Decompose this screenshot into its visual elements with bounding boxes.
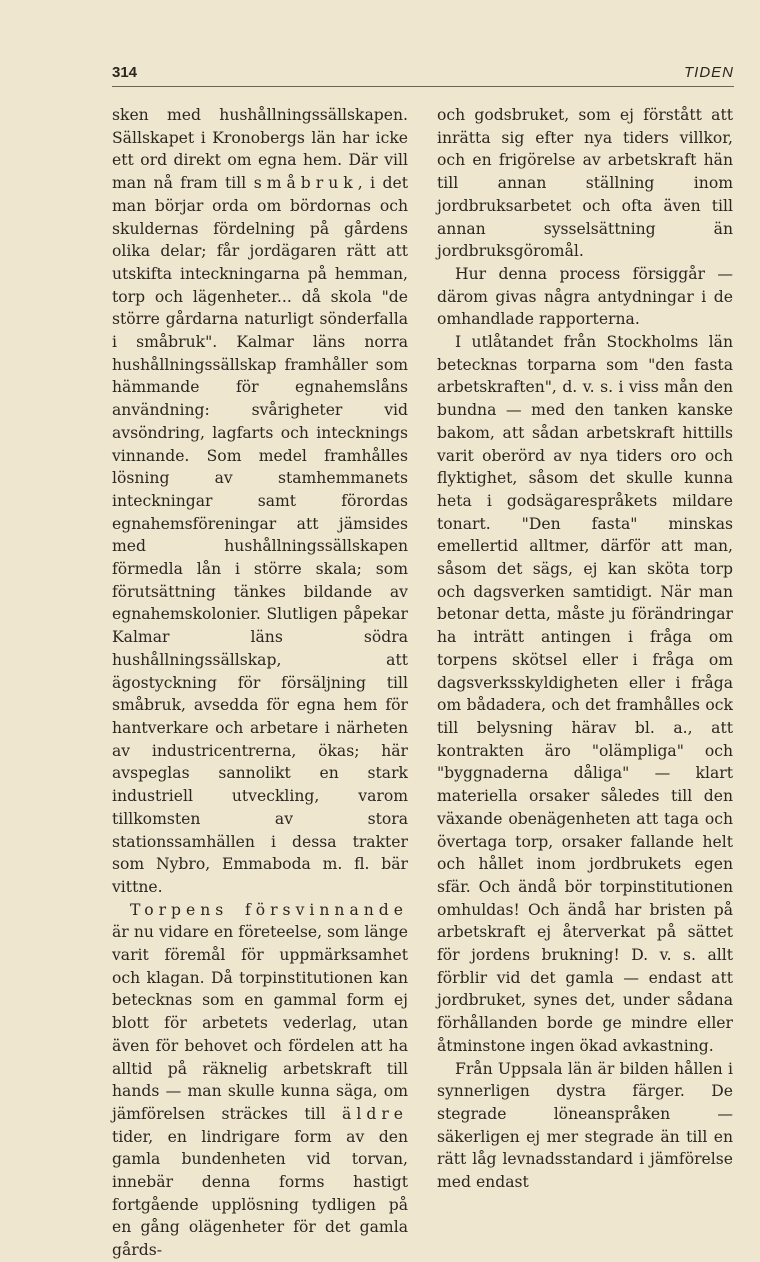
paragraph: och godsbruket, som ej förstått att inrätta sig efter nya tiders villkor, och en frigörelse av arbetskraft hän till annan ställning inom jordbruksarbetet och ofta även till annan sysselsättning än jordbruksgöromål. [437,106,733,261]
spaced-word: äldre [342,1104,408,1123]
paragraph: Från Uppsala län är bilden hållen i synnerligen dystra färger. De stegrade löneanspråken — säkerligen ej mer stegrade än till en rätt låg levnadsstandard i jämförelse med endast [437,1059,733,1192]
text-run: sken med hushållningssällskapen. Sällskapet i Kronobergs län har icke ett ord direkt om egna hem. Där vill man nå fram till [112,106,408,193]
left-column [112,104,408,1262]
paragraph: Hur denna process försiggår — därom givas några antydningar i de omhandlade rapporterna. [437,264,733,329]
spaced-word: småbruk [253,174,358,193]
journal-title: TIDEN [684,64,734,81]
text-run: tider, en lindrigare form av den gamla bundenheten vid torvan, innebär denna forms hastigt fortgående upplösning tydligen på en gång olägenheter för det gamla gårds- [112,1127,408,1260]
paragraph [112,104,408,899]
paragraph: I utlåtandet från Stockholms län betecknas torparna som "den fasta arbetskraften", d. v. s. i viss mån den bundna — med den tanken kanske bakom, att sådan arbetskraft hittills varit oberörd av nya tiders oro och flyktighet, såsom det skulle kunna heta i godsägarespråkets mildare tonart. "Den fasta" minskas emellertid alltmer, därför att man, såsom det sägs, ej kan sköta torp och dagsverken samtidigt. När man betonar detta, måste ju förändringar ha inträtt antingen i fråga om torpens skötsel eller i fråga om dagsverksskyldigheten eller i fråga om bådadera, och det framhålles ock till belysning härav bl. a., att kontrakten äro "olämpliga" och "byggnaderna dåliga" — klart materiella orsaker således till den växande obenägenheten att taga och övertaga torp, orsaker fallande helt och hållet inom jordbrukets egen sfär. Och ändå bör torpinstitutionen omhuldas! Och ändå har bristen på arbetskraft ej återverkat på sättet för jordens brukning! D. v. s. allt förblir vid det gamla — endast att jordbruket, synes det, under sådana förhållanden borde ge mindre eller åtminstone ingen ökad avkastning. [437,333,733,1055]
spaced-phrase: Torpens försvinnande [130,900,408,919]
page-number: 314 [112,64,138,81]
paragraph [112,899,408,1262]
running-header [112,62,734,87]
right-column [437,104,733,1194]
text-run: är nu vidare en företeelse, som länge varit föremål för uppmärksamhet och klagan. Då torpinstitutionen kan betecknas som en gammal form ej blott för arbetets vederlag, utan även för behovet och fördelen att ha alltid på räknelig arbetskraft till hands — man skulle kunna säga, om jämförelsen sträckes till [112,923,408,1123]
text-run: , i det man börjar orda om bördornas och skuldernas fördelning på gårdens olika delar; får jordägaren rätt att utskifta inteckningarna på hemman, torp och lägenheter... då skola "de större gårdarna naturligt sönderfalla i småbruk". Kalmar läns norra hushållningssällskap framhåller som hämmande för egnahemslåns användning: svårigheter vid avsöndring, lagfarts och intecknings vinnande. Som medel framhålles lösning av stamhemmanets inteckningar samt förordas egnahemsföreningar att jämsides med hushållningssällskapen förmedla lån i större skala; som förutsättning tänkes bildande av egnahemskolonier. Slutligen påpekar Kalmar läns södra hushållningssällskap, att ägostyckning för försäljning till småbruk, avsedda för egna hem för hantverkare och arbetare i närheten av industricentrerna, ökas; här avspeglas sannolikt en stark industriell utveckling, varom tillkomsten av stora stationssamhällen i dessa trakter som Nybro, Emmaboda m. fl. bär vittne. [112,174,408,896]
